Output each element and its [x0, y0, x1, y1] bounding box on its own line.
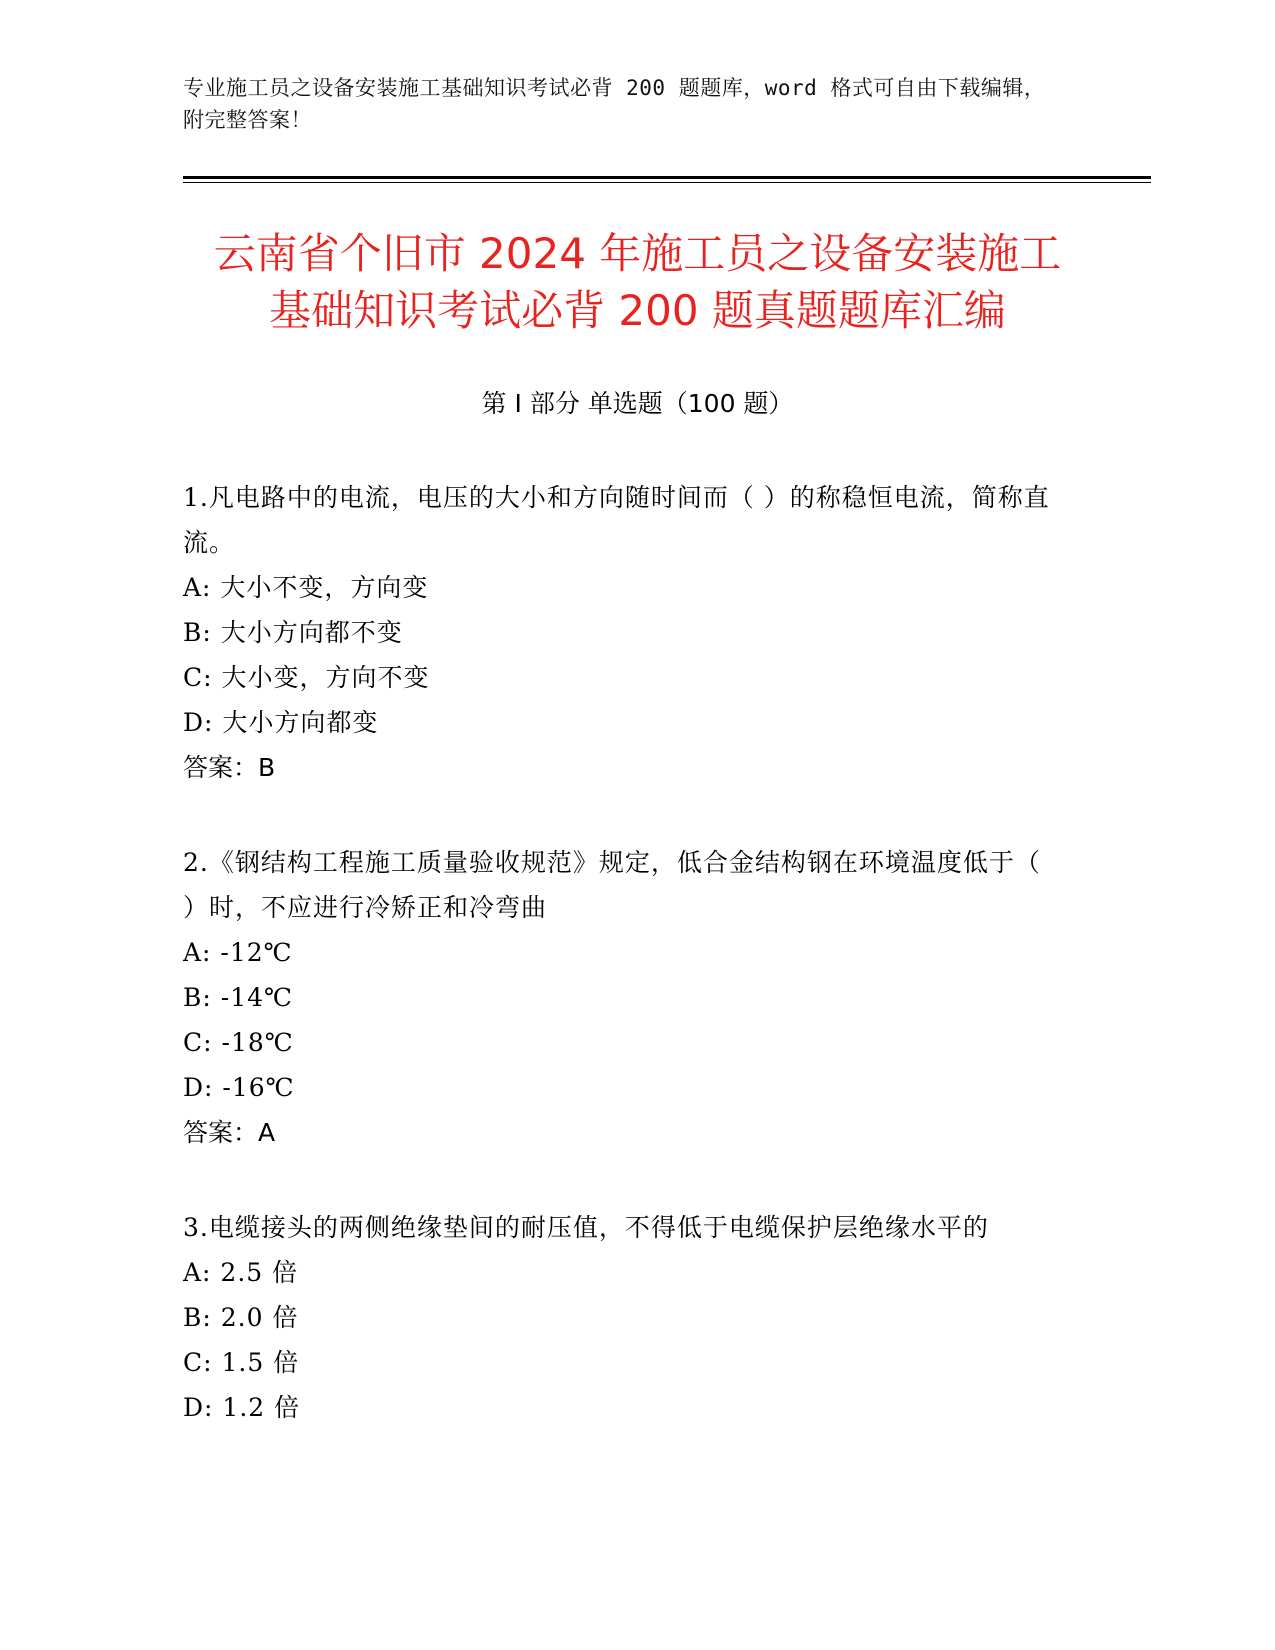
option-c: C: -18℃ — [183, 1028, 294, 1057]
header-note: 专业施工员之设备安装施工基础知识考试必背 200 题题库，word 格式可自由下载编辑，附完整答案！ — [183, 76, 1046, 132]
question-item — [183, 475, 1063, 790]
question-stem: 2.《钢结构工程施工质量验收规范》规定，低合金结构钢在环境温度低于（ ）时，不应进行冷矫正和冷弯曲 — [183, 848, 1041, 922]
answer-line: 答案：B — [183, 753, 276, 782]
option-b: B: -14℃ — [183, 983, 293, 1012]
question-stem: 1.凡电路中的电流，电压的大小和方向随时间而（ ）的称稳恒电流，简称直流。 — [183, 483, 1050, 557]
section-heading: 第 I 部分 单选题（100 题） — [481, 389, 794, 418]
header-divider-thin — [183, 182, 1151, 183]
question-item — [183, 840, 1063, 1155]
option-c: C: 大小变，方向不变 — [183, 663, 430, 692]
answer-line: 答案：A — [183, 1118, 276, 1147]
option-a: A: 2.5 倍 — [183, 1258, 299, 1287]
option-a: A: 大小不变，方向变 — [183, 573, 429, 602]
option-b: B: 2.0 倍 — [183, 1303, 299, 1332]
question-item — [183, 1205, 1063, 1430]
option-d: D: -16℃ — [183, 1073, 295, 1102]
document-title-line-2: 基础知识考试必背 200 题真题题库汇编 — [269, 286, 1006, 335]
document-title-line-1: 云南省个旧市 2024 年施工员之设备安装施工 — [213, 229, 1062, 278]
option-b: B: 大小方向都不变 — [183, 618, 403, 647]
option-a: A: -12℃ — [183, 938, 293, 967]
header-divider-thick — [183, 176, 1151, 179]
option-d: D: 大小方向都变 — [183, 708, 379, 737]
question-stem: 3.电缆接头的两侧绝缘垫间的耐压值，不得低于电缆保护层绝缘水平的 — [183, 1213, 989, 1242]
option-d: D: 1.2 倍 — [183, 1393, 301, 1422]
question-list — [183, 475, 1063, 1480]
option-c: C: 1.5 倍 — [183, 1348, 300, 1377]
document-title — [140, 225, 1135, 339]
